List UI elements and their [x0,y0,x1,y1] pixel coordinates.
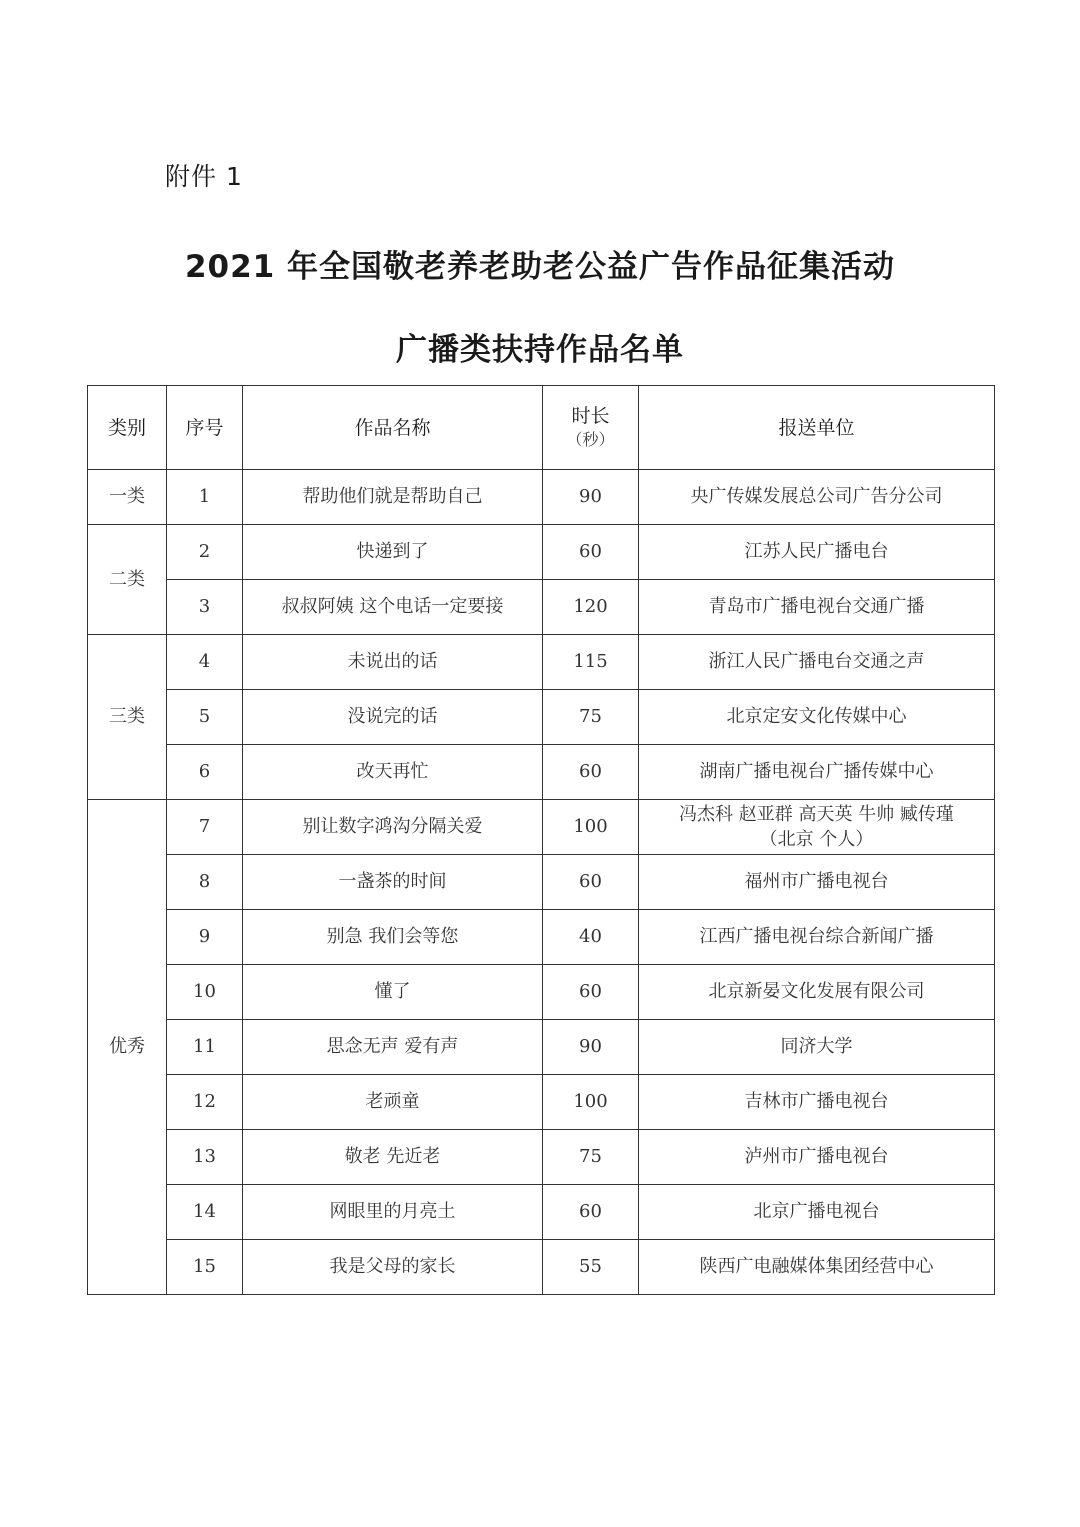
cell-no: 5 [167,690,243,745]
cell-duration: 90 [543,1020,639,1075]
attachment-label: 附件 1 [165,162,243,191]
header-no: 序号 [167,386,243,470]
header-duration-unit: （秒） [566,430,615,449]
cell-no: 11 [167,1020,243,1075]
table-row [88,635,995,690]
cell-no: 9 [167,910,243,965]
header-unit: 报送单位 [639,386,995,470]
header-category: 类别 [88,386,167,470]
cell-duration: 60 [543,965,639,1020]
cell-duration: 40 [543,910,639,965]
cell-work: 懂了 [243,965,543,1020]
table-row [88,470,995,525]
cell-work: 一盏茶的时间 [243,855,543,910]
cell-work: 没说完的话 [243,690,543,745]
cell-duration: 90 [543,470,639,525]
category-cell: 一类 [88,470,167,525]
cell-unit: 江苏人民广播电台 [639,525,995,580]
table-row [88,1130,995,1185]
category-cell: 优秀 [88,800,167,1295]
table-row [88,525,995,580]
cell-no: 1 [167,470,243,525]
cell-duration: 100 [543,800,639,855]
cell-work: 敬老 先近老 [243,1130,543,1185]
cell-duration: 55 [543,1240,639,1295]
category-cell: 二类 [88,525,167,635]
cell-unit: 湖南广播电视台广播传媒中心 [639,745,995,800]
cell-no: 2 [167,525,243,580]
cell-duration: 60 [543,1185,639,1240]
header-duration-label: 时长 [571,405,610,427]
table-row [88,690,995,745]
category-cell: 三类 [88,635,167,800]
cell-duration: 60 [543,745,639,800]
cell-unit: 陕西广电融媒体集团经营中心 [639,1240,995,1295]
cell-no: 6 [167,745,243,800]
cell-no: 10 [167,965,243,1020]
cell-work: 网眼里的月亮土 [243,1185,543,1240]
cell-work: 快递到了 [243,525,543,580]
table-row [88,580,995,635]
document-subtitle: 广播类扶持作品名单 [396,332,684,368]
cell-duration: 100 [543,1075,639,1130]
cell-work: 改天再忙 [243,745,543,800]
cell-no: 7 [167,800,243,855]
cell-work: 未说出的话 [243,635,543,690]
cell-unit [639,800,995,855]
cell-no: 8 [167,855,243,910]
table-row [88,1020,995,1075]
header-work: 作品名称 [243,386,543,470]
cell-unit-line1: 冯杰科 赵亚群 高天英 牛帅 臧传瑾 [679,804,954,825]
cell-unit: 江西广播电视台综合新闻广播 [639,910,995,965]
cell-unit: 央广传媒发展总公司广告分公司 [639,470,995,525]
cell-no: 3 [167,580,243,635]
cell-work: 我是父母的家长 [243,1240,543,1295]
table-row [88,1075,995,1130]
cell-duration: 60 [543,525,639,580]
document-title: 2021 年全国敬老养老助老公益广告作品征集活动 [184,249,896,285]
table-header-row [88,386,995,470]
cell-work: 别让数字鸿沟分隔关爱 [243,800,543,855]
works-table [87,385,995,1295]
cell-work: 老顽童 [243,1075,543,1130]
cell-no: 13 [167,1130,243,1185]
cell-unit: 同济大学 [639,1020,995,1075]
table-row [88,1185,995,1240]
cell-duration: 75 [543,1130,639,1185]
table-row [88,745,995,800]
table-row [88,800,995,855]
cell-no: 15 [167,1240,243,1295]
table-row [88,910,995,965]
cell-unit: 北京新晏文化发展有限公司 [639,965,995,1020]
cell-unit: 福州市广播电视台 [639,855,995,910]
cell-duration: 115 [543,635,639,690]
table-row [88,1240,995,1295]
cell-unit: 浙江人民广播电台交通之声 [639,635,995,690]
cell-duration: 120 [543,580,639,635]
cell-work: 别急 我们会等您 [243,910,543,965]
cell-work: 帮助他们就是帮助自己 [243,470,543,525]
table-row [88,965,995,1020]
cell-work: 叔叔阿姨 这个电话一定要接 [243,580,543,635]
cell-unit: 北京广播电视台 [639,1185,995,1240]
cell-unit: 北京定安文化传媒中心 [639,690,995,745]
cell-unit-line2: （北京 个人） [759,829,874,850]
header-duration [543,386,639,470]
cell-no: 12 [167,1075,243,1130]
cell-unit: 青岛市广播电视台交通广播 [639,580,995,635]
cell-work: 思念无声 爱有声 [243,1020,543,1075]
cell-no: 4 [167,635,243,690]
cell-unit: 泸州市广播电视台 [639,1130,995,1185]
cell-duration: 60 [543,855,639,910]
cell-duration: 75 [543,690,639,745]
cell-no: 14 [167,1185,243,1240]
cell-unit: 吉林市广播电视台 [639,1075,995,1130]
table-row [88,855,995,910]
